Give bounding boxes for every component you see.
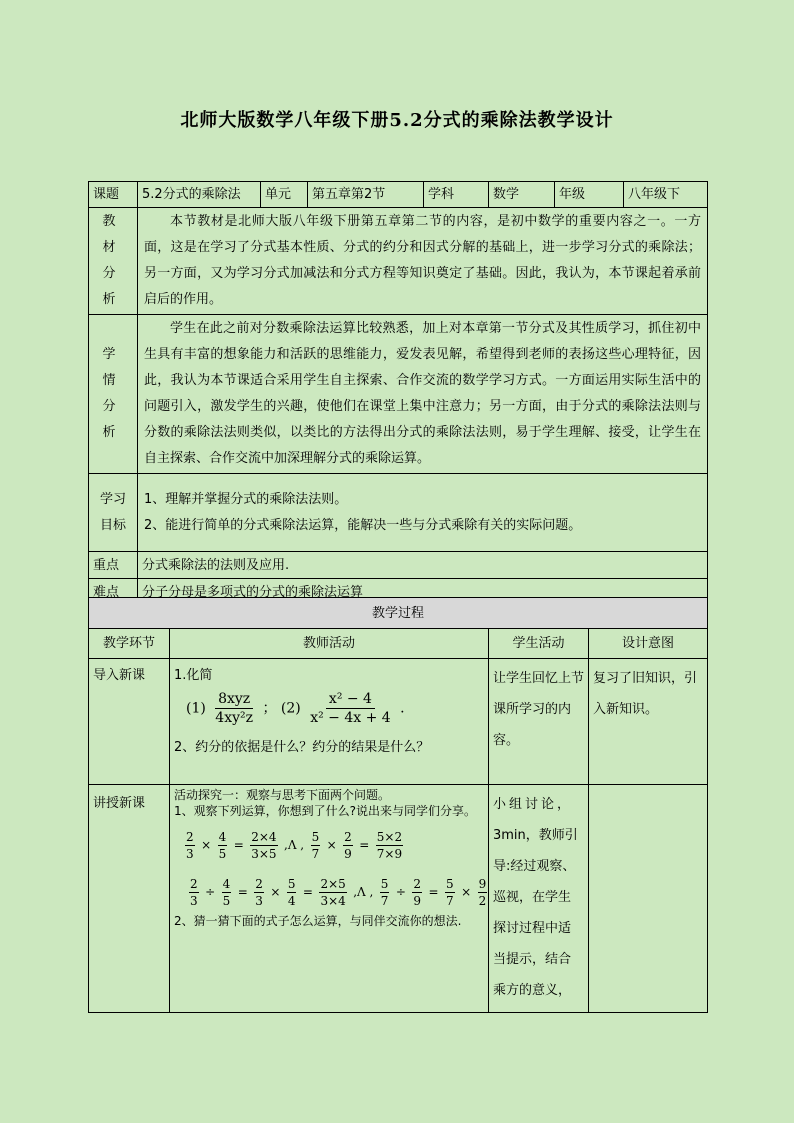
students-row (89, 315, 708, 474)
page-title: 北师大版数学八年级下册5.2分式的乘除法教学设计 (180, 110, 614, 131)
key-text: 分式乘除法的法则及应用. (138, 552, 708, 579)
lesson-info-table (88, 181, 708, 606)
lecture-stage: 讲授新课 (89, 785, 170, 1013)
students-label: 学 情 分析 (89, 315, 138, 474)
subject-label: 学科 (424, 182, 489, 208)
lecture-student: 小组讨论， 3min，教师引 导:经过观察、 巡视，在学生 探讨过程中适 当提示，结合 乘方的意义， (489, 785, 589, 1013)
material-text: 本节教材是北师大版八年级下册第五章第二节的内容，是初中数学的重要内容之一。一方面，这是在学习了分式基本性质、分式的约分和因式分解的基础上，进一步学习分式的乘除法；另一方面，又为学习分式加减法和分式方程等知识奠定了基础。因此，我认为，本节课起着承前启后的作用。 (138, 208, 708, 315)
material-row (89, 208, 708, 315)
col-intent: 设计意图 (589, 629, 708, 659)
lecture-teacher (170, 785, 489, 1013)
topic-label: 课题 (89, 182, 138, 208)
multiply-examples: $\frac{2}{3}$ × $\frac{4}{5}$ = $\frac{2\times 4}{3\times 5}$ ,Λ , $\frac{5}{7}$ × $\frac{2}{9}$ = $\frac{5\times 2}{7\times 9}$ (186, 830, 403, 861)
col-stage: 教学环节 (89, 629, 170, 659)
fraction-2: $\frac{\text{x² − 4}}{\text{x² − 4x + 4}}$ (310, 691, 391, 726)
subject-value: 数学 (489, 182, 555, 208)
activity-question-2: 2、猜一猜下面的式子怎么运算，与同伴交流你的想法. (174, 914, 462, 928)
intro-item: 1.化简 (174, 668, 213, 683)
fraction-1: $\frac{\text{8xyz}}{\text{4xy²z}}$ (215, 691, 253, 726)
key-row (89, 552, 708, 579)
difficult-text: 分子分母是多项式的分式的乘除法运算 (138, 579, 708, 606)
material-label: 教 材 分析 (89, 208, 138, 315)
intro-stage: 导入新课 (89, 659, 170, 785)
goal-item: 2、能进行简单的分式乘除法运算，能解决一些与分式乘除有关的实际问题。 (144, 517, 582, 533)
students-text: 学生在此之前对分数乘除法运算比较熟悉，加上对本章第一节分式及其性质学习，抓住初中生具有丰富的想象能力和活跃的思维能力，爱发表见解，希望得到老师的表扬这些心理特征，因此，我认为本节课适合采用学生自主探索、合作交流的数学学习方式。一方面运用实际生活中的问题引入，激发学生的兴趣，使他们在课堂上集中注意力；另一方面，由于分式的乘除法法则与分数的乘除法法则类似，以类比的方法得出分式的乘除法法则，易于学生理解、接受，让学生在自主探索、合作交流中加深理解分式的乘除运算。 (138, 315, 708, 474)
unit-label: 单元 (261, 182, 308, 208)
goal-item: 1、理解并掌握分式的乘除法法则。 (144, 491, 348, 507)
divide-examples: $\frac{2}{3}$ ÷ $\frac{4}{5}$ = $\frac{2}{3}$ × $\frac{5}{4}$ = $\frac{2\times 5}{3\times 4}$ ,Λ , $\frac{5}{7}$ ÷ $\frac{2}{9}$ = $\frac{5}{7}$ × $\frac{9}{2}$ (188, 876, 484, 909)
intro-student: 让学生回忆上节课所学习的内容。 (489, 659, 589, 785)
topic-value: 5.2分式的乘除法 (138, 182, 261, 208)
grade-label: 年级 (555, 182, 624, 208)
col-teacher: 教师活动 (170, 629, 489, 659)
intro-teacher (170, 659, 489, 785)
lecture-intent (589, 785, 708, 1013)
goals-text (138, 474, 708, 552)
process-columns-row (89, 629, 708, 659)
intro-row (89, 659, 708, 785)
difficult-label: 难点 (89, 579, 138, 606)
activity-question-1: 1、观察下列运算，你想到了什么?说出来与同学们分享。 (174, 804, 477, 818)
info-row (89, 182, 708, 208)
process-header-row (89, 598, 708, 629)
activity-title: 活动探究一：观察与思考下面两个问题。 (174, 788, 391, 802)
intro-question: 2、约分的依据是什么？约分的结果是什么？ (174, 740, 430, 755)
key-label: 重点 (89, 552, 138, 579)
intro-intent: 复习了旧知识，引入新知识。 (589, 659, 708, 785)
col-student: 学生活动 (489, 629, 589, 659)
goals-label: 学习 目标 (89, 474, 138, 552)
lecture-row (89, 785, 708, 1013)
simplify-expression: (1) $\frac{\text{8xyz}}{\text{4xy²z}}$ ； (2) $\frac{\text{x² − 4}}{\text{x² − 4x + 4}}$ . (186, 691, 405, 726)
unit-value: 第五章第2节 (308, 182, 424, 208)
grade-value: 八年级下 (624, 182, 708, 208)
process-header: 教学过程 (89, 598, 708, 629)
goals-row (89, 474, 708, 552)
process-table (88, 597, 708, 1013)
